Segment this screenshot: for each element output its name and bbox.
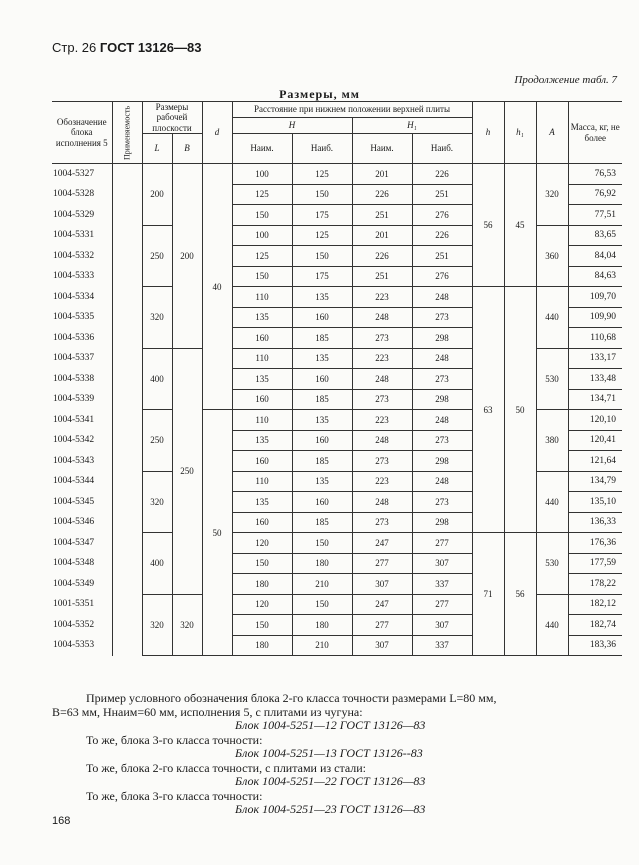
cell-h1-min: 226	[352, 246, 412, 267]
cell-designation: 1004-5345	[52, 492, 112, 513]
cell-h1-max: 251	[412, 184, 472, 205]
cell-h-max: 160	[292, 307, 352, 328]
example-line-4: То же, блока 3-го класса точности:	[86, 789, 263, 803]
cell-mass: 76,53	[568, 164, 622, 185]
dimensions-title: Размеры, мм	[279, 87, 360, 101]
cell-designation: 1004-5352	[52, 615, 112, 636]
cell-h-min: 110	[232, 348, 292, 369]
cell-designation: 1004-5346	[52, 512, 112, 533]
cell-designation: 1004-5334	[52, 287, 112, 308]
cell-h-max: 175	[292, 205, 352, 226]
cell-h1-min: 273	[352, 512, 412, 533]
cell-h-min: 100	[232, 225, 292, 246]
cell-mass: 120,41	[568, 430, 622, 451]
cell-designation: 1004-5328	[52, 184, 112, 205]
cell-applicability	[112, 164, 142, 656]
cell-mass: 183,36	[568, 635, 622, 656]
header-applicability: Применяемость	[112, 102, 142, 164]
cell-A-0: 320	[536, 164, 568, 226]
dimensions-table	[52, 101, 622, 656]
cell-mass: 134,71	[568, 389, 622, 410]
cell-d-1: 50	[202, 410, 232, 656]
header-L: L	[142, 134, 172, 164]
header-H: H	[232, 118, 352, 134]
cell-mass: 136,33	[568, 512, 622, 533]
cell-A-4: 380	[536, 410, 568, 472]
cell-h-0: 56	[472, 164, 504, 287]
cell-designation: 1004-5349	[52, 574, 112, 595]
cell-designation: 1004-5327	[52, 164, 112, 185]
cell-h1-min: 201	[352, 225, 412, 246]
cell-designation: 1004-5339	[52, 389, 112, 410]
cell-h-min: 180	[232, 635, 292, 656]
cell-designation: 1004-5329	[52, 205, 112, 226]
cell-designation: 1004-5335	[52, 307, 112, 328]
cell-h-max: 185	[292, 389, 352, 410]
example-intro	[86, 692, 497, 706]
cell-h1-min: 226	[352, 184, 412, 205]
header-H1-max: Наиб.	[412, 134, 472, 164]
cell-h-max: 185	[292, 451, 352, 472]
cell-h-max: 160	[292, 492, 352, 513]
cell-h1-min: 223	[352, 348, 412, 369]
cell-h1-max: 226	[412, 164, 472, 185]
cell-h1-max: 276	[412, 205, 472, 226]
cell-h-1: 63	[472, 287, 504, 533]
cell-designation: 1004-5344	[52, 471, 112, 492]
cell-designation: 1004-5347	[52, 533, 112, 554]
cell-h1-max: 298	[412, 328, 472, 349]
cell-h1-max: 277	[412, 533, 472, 554]
cell-mass: 178,22	[568, 574, 622, 595]
cell-mass: 134,79	[568, 471, 622, 492]
cell-h-min: 160	[232, 328, 292, 349]
cell-h-max: 135	[292, 410, 352, 431]
header-d: d	[202, 102, 232, 164]
cell-B-0: 200	[172, 164, 202, 349]
header-H-max: Наиб.	[292, 134, 352, 164]
cell-mass: 83,65	[568, 225, 622, 246]
cell-h1-max: 298	[412, 389, 472, 410]
cell-h1-min: 223	[352, 410, 412, 431]
cell-designation: 1004-5333	[52, 266, 112, 287]
cell-h1-0: 45	[504, 164, 536, 287]
cell-mass: 110,68	[568, 328, 622, 349]
cell-L-4: 250	[142, 410, 172, 472]
cell-h1-min: 248	[352, 307, 412, 328]
cell-h1-min: 247	[352, 533, 412, 554]
cell-designation: 1004-5337	[52, 348, 112, 369]
cell-A-5: 440	[536, 471, 568, 533]
cell-h1-min: 273	[352, 389, 412, 410]
header-designation: Обозначение блока исполнения 5	[52, 102, 112, 164]
cell-A-1: 360	[536, 225, 568, 287]
cell-d-0: 40	[202, 164, 232, 410]
cell-L-3: 400	[142, 348, 172, 410]
cell-h-min: 160	[232, 451, 292, 472]
cell-h1-min: 223	[352, 287, 412, 308]
cell-h-min: 120	[232, 533, 292, 554]
example-code-1: Блок 1004-5251—12 ГОСТ 13126—83	[235, 718, 426, 732]
cell-h-max: 150	[292, 184, 352, 205]
cell-h-max: 180	[292, 553, 352, 574]
cell-h-max: 150	[292, 246, 352, 267]
cell-h1-max: 248	[412, 410, 472, 431]
cell-h1-max: 273	[412, 307, 472, 328]
cell-h-max: 180	[292, 615, 352, 636]
cell-B-2: 320	[172, 594, 202, 656]
cell-designation: 1004-5342	[52, 430, 112, 451]
cell-h1-max: 248	[412, 287, 472, 308]
cell-designation: 1004-5332	[52, 246, 112, 267]
cell-mass: 84,04	[568, 246, 622, 267]
cell-designation: 1004-5331	[52, 225, 112, 246]
example-intro-line2: B=63 мм, Hнаим=60 мм, исполнения 5, с плитами из чугуна:	[52, 705, 363, 719]
cell-L-1: 250	[142, 225, 172, 287]
cell-h1-max: 307	[412, 615, 472, 636]
cell-h-max: 160	[292, 369, 352, 390]
cell-mass: 84,63	[568, 266, 622, 287]
cell-mass: 133,17	[568, 348, 622, 369]
cell-h1-max: 337	[412, 574, 472, 595]
cell-h1-2: 56	[504, 533, 536, 656]
cell-h1-max: 307	[412, 553, 472, 574]
cell-mass: 135,10	[568, 492, 622, 513]
cell-h-max: 185	[292, 328, 352, 349]
page-number: 168	[52, 815, 71, 827]
example-code-2: Блок 1004-5251—13 ГОСТ 13126-‐83	[235, 746, 423, 760]
cell-h-min: 150	[232, 615, 292, 636]
example-intro-line1: Пример условного обозначения блока 2-го класса точности размерами L=80 мм,	[86, 691, 497, 705]
page-label: Стр. 26	[52, 40, 97, 55]
cell-mass: 177,59	[568, 553, 622, 574]
cell-mass: 176,36	[568, 533, 622, 554]
cell-h-min: 135	[232, 492, 292, 513]
cell-h1-max: 298	[412, 512, 472, 533]
table-row	[52, 164, 622, 185]
cell-A-6: 530	[536, 533, 568, 595]
header-A: A	[536, 102, 568, 164]
cell-mass: 182,74	[568, 615, 622, 636]
cell-h1-min: 277	[352, 553, 412, 574]
cell-L-5: 320	[142, 471, 172, 533]
cell-h-min: 110	[232, 410, 292, 431]
cell-designation: 1004-5336	[52, 328, 112, 349]
cell-h1-max: 248	[412, 348, 472, 369]
cell-h1-min: 273	[352, 451, 412, 472]
cell-h-min: 180	[232, 574, 292, 595]
cell-h1-min: 247	[352, 594, 412, 615]
cell-h1-max: 298	[412, 451, 472, 472]
cell-h1-min: 277	[352, 615, 412, 636]
cell-h-max: 185	[292, 512, 352, 533]
cell-h1-min: 273	[352, 328, 412, 349]
table-body	[52, 164, 622, 656]
cell-h1-min: 307	[352, 574, 412, 595]
header-H-min: Наим.	[232, 134, 292, 164]
cell-h1-1: 50	[504, 287, 536, 533]
cell-L-7: 320	[142, 594, 172, 656]
cell-h-min: 160	[232, 389, 292, 410]
cell-h-max: 135	[292, 287, 352, 308]
cell-designation: 1004-5353	[52, 635, 112, 656]
cell-designation: 1001-5351	[52, 594, 112, 615]
cell-designation: 1004-5348	[52, 553, 112, 574]
cell-mass: 76,92	[568, 184, 622, 205]
cell-mass: 182,12	[568, 594, 622, 615]
cell-h1-max: 273	[412, 492, 472, 513]
cell-mass: 109,70	[568, 287, 622, 308]
header-h1: h₁	[504, 102, 536, 164]
cell-h-max: 150	[292, 533, 352, 554]
cell-h-min: 120	[232, 594, 292, 615]
header-h: h	[472, 102, 504, 164]
cell-B-1: 250	[172, 348, 202, 594]
cell-h1-max: 273	[412, 369, 472, 390]
cell-h-min: 150	[232, 266, 292, 287]
cell-A-3: 530	[536, 348, 568, 410]
cell-h-max: 160	[292, 430, 352, 451]
cell-h1-max: 251	[412, 246, 472, 267]
cell-h-min: 150	[232, 553, 292, 574]
cell-h1-min: 248	[352, 430, 412, 451]
cell-h-max: 210	[292, 574, 352, 595]
cell-h-2: 71	[472, 533, 504, 656]
cell-h1-max: 226	[412, 225, 472, 246]
cell-h-min: 125	[232, 246, 292, 267]
header-H1: H₁	[352, 118, 472, 134]
header-H1-min: Наим.	[352, 134, 412, 164]
cell-h-min: 135	[232, 307, 292, 328]
cell-mass: 133,48	[568, 369, 622, 390]
cell-A-7: 440	[536, 594, 568, 656]
cell-h-max: 150	[292, 594, 352, 615]
example-line-2: То же, блока 3-го класса точности:	[86, 733, 263, 747]
cell-h1-min: 201	[352, 164, 412, 185]
header-work-surface: Размеры рабочей плоскости	[142, 102, 202, 134]
cell-h-max: 210	[292, 635, 352, 656]
cell-designation: 1004-5343	[52, 451, 112, 472]
cell-h-min: 110	[232, 287, 292, 308]
cell-h-max: 125	[292, 225, 352, 246]
cell-h-min: 100	[232, 164, 292, 185]
cell-h1-max: 277	[412, 594, 472, 615]
cell-h-min: 160	[232, 512, 292, 533]
cell-h1-min: 251	[352, 205, 412, 226]
example-code-4: Блок 1004-5251—23 ГОСТ 13126—83	[235, 802, 426, 816]
cell-h1-min: 307	[352, 635, 412, 656]
cell-h-min: 135	[232, 430, 292, 451]
cell-h1-min: 248	[352, 369, 412, 390]
cell-L-6: 400	[142, 533, 172, 595]
cell-h-min: 110	[232, 471, 292, 492]
cell-A-2: 440	[536, 287, 568, 349]
cell-h-min: 125	[232, 184, 292, 205]
cell-designation: 1004-5341	[52, 410, 112, 431]
cell-h1-min: 223	[352, 471, 412, 492]
cell-L-2: 320	[142, 287, 172, 349]
header-mass: Масса, кг, не более	[568, 102, 622, 164]
cell-mass: 77,51	[568, 205, 622, 226]
cell-h-min: 135	[232, 369, 292, 390]
cell-mass: 120,10	[568, 410, 622, 431]
cell-mass: 121,64	[568, 451, 622, 472]
page-header	[52, 40, 201, 55]
cell-designation: 1004-5338	[52, 369, 112, 390]
header-B: B	[172, 134, 202, 164]
cell-h1-max: 248	[412, 471, 472, 492]
cell-h1-min: 248	[352, 492, 412, 513]
standard-label: ГОСТ 13126—83	[99, 40, 202, 55]
cell-L-0: 200	[142, 164, 172, 226]
example-line-3: То же, блока 2-го класса точности, с плитами из стали:	[86, 761, 367, 775]
cell-h1-max: 276	[412, 266, 472, 287]
header-distance: Расстояние при нижнем положении верхней плиты	[232, 102, 472, 118]
table-continuation-note: Продолжение табл. 7	[514, 74, 617, 86]
cell-h-max: 135	[292, 471, 352, 492]
cell-h-min: 150	[232, 205, 292, 226]
cell-h1-max: 273	[412, 430, 472, 451]
cell-mass: 109,90	[568, 307, 622, 328]
cell-h-max: 125	[292, 164, 352, 185]
cell-h1-max: 337	[412, 635, 472, 656]
cell-h-max: 135	[292, 348, 352, 369]
example-code-3: Блок 1004-5251—22 ГОСТ 13126—83	[235, 774, 426, 788]
cell-h1-min: 251	[352, 266, 412, 287]
cell-h-max: 175	[292, 266, 352, 287]
